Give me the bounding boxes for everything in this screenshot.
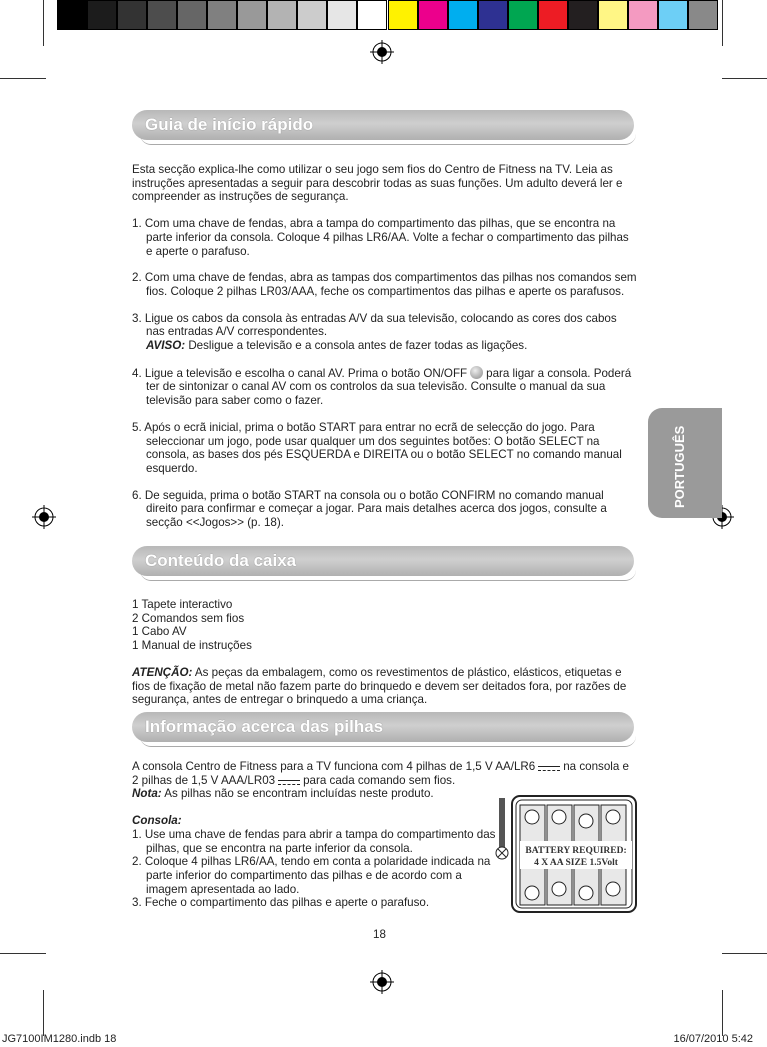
quick-start-body (132, 163, 637, 530)
dc-symbol-icon (278, 780, 300, 781)
color-swatch (117, 0, 147, 30)
crop-mark (0, 953, 46, 954)
step-4: 4. Ligue a televisão e escolha o canal AV. Prima o botão ON/OFF para ligar a consola. Poderá ter de sintonizar o canal AV com os controlos da sua televisão. Consulte o manual da sua televisão para saber como o fazer. (132, 366, 632, 408)
console-label: Consola: (132, 814, 182, 828)
attention-paragraph: ATENÇÃO: As peças da embalagem, como os revestimentos de plástico, elásticos, etiquetas e fios de fixação de metal não fazem parte do brinquedo e devem ser deitados fora, por razões de segurança, antes de entregar o brinquedo a uma criança. (132, 665, 627, 707)
registration-mark-icon (370, 970, 394, 994)
color-swatch (147, 0, 177, 30)
list-item: 1 Tapete interactivo (132, 598, 233, 611)
color-swatch (628, 0, 658, 30)
note-paragraph: Nota: As pilhas não se encontram incluídas neste produto. (132, 787, 434, 801)
color-swatch (448, 0, 478, 30)
step-3: 3. Ligue os cabos da consola às entradas A/V da sua televisão, colocando as cores dos cabos nas entradas A/V correspondentes. AVISO: Desligue a televisão e a consola antes de fazer todas as ligações. (132, 311, 617, 353)
battery-size-label: 4 X AA SIZE 1.5Volt (534, 858, 618, 868)
page-number: 18 (373, 928, 386, 941)
color-swatch (267, 0, 297, 30)
step-1: 1. Com uma chave de fendas, abra a tampa do compartimento das pilhas, que se encontra na parte inferior da consola. Coloque 4 pilhas LR6/AA. Volte a fechar o compartimento das pilhas e aperte o parafuso. (132, 217, 629, 258)
crop-mark (722, 78, 767, 79)
language-tab-label: PORTUGUÊS (672, 425, 687, 508)
color-swatch (658, 0, 688, 30)
step-6: 6. De seguida, prima o botão START na consola ou o botão CONFIRM no comando manual direito para confirmar e começar a jogar. Para mais detalhes acerca dos jogos, consulte a secção <<Jogos>> (p. 18). (132, 488, 607, 530)
color-swatch (237, 0, 267, 30)
color-swatch (538, 0, 568, 30)
color-swatch (297, 0, 327, 30)
color-swatch (688, 0, 718, 30)
crop-mark (722, 953, 767, 954)
registration-mark-icon (32, 505, 56, 529)
color-swatch (388, 0, 418, 30)
color-swatch (87, 0, 117, 30)
section-header-quick-start (132, 110, 634, 140)
color-swatch (207, 0, 237, 30)
color-swatch (57, 0, 87, 30)
dc-symbol-icon (538, 766, 560, 767)
console-step: 2. Coloque 4 pilhas LR6/AA, tendo em conta a polaridade indicada na parte inferior do compartimento das pilhas e de acordo com a imagem apresentada ao lado. (132, 855, 491, 896)
on-off-button-icon (470, 366, 483, 379)
section-title: Conteúdo da caixa (145, 551, 297, 570)
step-5: 5. Após o ecrã inicial, prima o botão START para entrar no ecrã de selecção do jogo. Para seleccionar um jogo, pode usar qualquer um dos seguintes botões: O botão SELECT na consola, as bases dos pés ESQUERDA e DIREITA ou o botão SELECT no comando manual esquerdo. (132, 420, 622, 475)
crop-mark (722, 990, 723, 1036)
console-step: 1. Use uma chave de fendas para abrir a tampa do compartimento das pilhas, que se encontra na parte inferior da consola. (132, 827, 496, 855)
section-title: Guia de início rápido (145, 115, 314, 134)
crop-mark (43, 0, 44, 46)
date-slug: 16/07/2010 5:42 (673, 1033, 753, 1045)
step-2: 2. Com uma chave de fendas, abra as tampas dos compartimentos das pilhas nos comandos sem fios. Coloque 2 pilhas LR03/AAA, feche os compartimentos das pilhas e aperte os parafusos. (132, 271, 637, 298)
color-swatch (418, 0, 448, 30)
color-swatch (568, 0, 598, 30)
section-header-box-contents (132, 546, 634, 576)
box-contents-body (132, 598, 637, 707)
color-swatch (357, 0, 387, 30)
language-tab (648, 408, 722, 518)
crop-mark (722, 0, 723, 46)
battery-compartment-diagram (494, 793, 640, 914)
intro-paragraph: Esta secção explica-lhe como utilizar o seu jogo sem fios do Centro de Fitness na TV. Leia as instruções apresentadas a seguir para descobrir todas as suas funções. Um adulto deverá ler e compreender as instruções de segurança. (132, 163, 623, 204)
grayscale-color-bar (57, 0, 387, 30)
crop-mark (0, 78, 46, 79)
list-item: 1 Cabo AV (132, 625, 187, 639)
color-swatch (327, 0, 357, 30)
battery-required-label: BATTERY REQUIRED: (525, 846, 627, 856)
process-color-bar (388, 0, 718, 30)
color-swatch (177, 0, 207, 30)
batteries-intro: A consola Centro de Fitness para a TV funciona com 4 pilhas de 1,5 V AA/LR6 na consola e 2 pilhas de 1,5 V AAA/LR03 para cada comando sem fios. (132, 760, 629, 787)
color-swatch (598, 0, 628, 30)
warning-label: AVISO: (146, 339, 186, 353)
list-item: 2 Comandos sem fios (132, 611, 245, 625)
section-header-batteries (132, 712, 634, 742)
list-item: 1 Manual de instruções (132, 639, 252, 653)
color-swatch (508, 0, 538, 30)
color-swatch (478, 0, 508, 30)
crop-mark (43, 990, 44, 1036)
file-slug: JG7100IM1280.indb 18 (2, 1033, 117, 1045)
console-step: 3. Feche o compartimento das pilhas e aperte o parafuso. (132, 896, 430, 910)
section-title: Informação acerca das pilhas (145, 717, 384, 736)
registration-mark-icon (370, 40, 394, 64)
